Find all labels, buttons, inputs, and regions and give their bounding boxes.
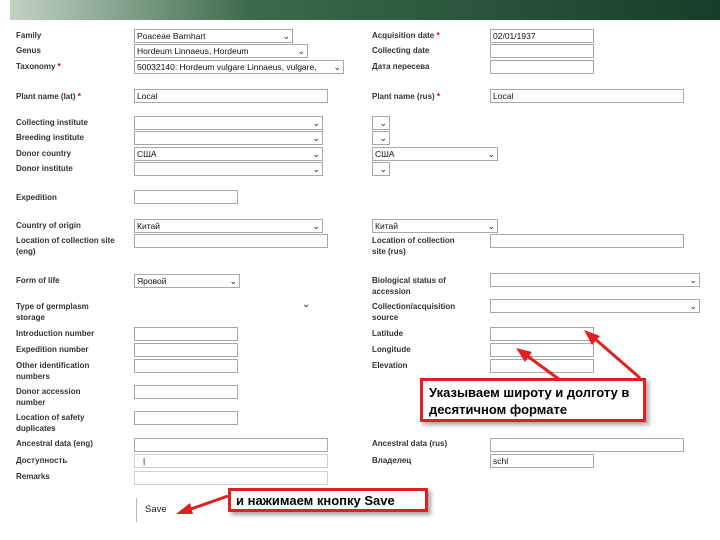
chevron-down-icon: ⌄ <box>379 133 387 143</box>
chevron-down-icon: ⌄ <box>487 149 495 159</box>
label-availability: Доступность <box>16 456 68 465</box>
reseed-date-input[interactable] <box>490 60 594 74</box>
breeding-institute-select[interactable] <box>134 131 323 145</box>
chevron-down-icon: ⌄ <box>689 275 697 285</box>
location-collection-rus-input[interactable] <box>490 234 684 248</box>
chevron-down-icon: ⌄ <box>689 301 697 311</box>
save-annotation-callout: и нажимаем кнопку Save <box>228 488 428 512</box>
label-collecting-date: Collecting date <box>372 46 430 55</box>
label-collection-source: Collection/acquisition source <box>372 302 456 322</box>
collection-source-select[interactable] <box>490 299 700 313</box>
label-latitude: Latitude <box>372 329 404 338</box>
collecting-date-input[interactable] <box>490 44 594 58</box>
chevron-down-icon: ⌄ <box>312 221 320 231</box>
elevation-input[interactable] <box>490 359 594 373</box>
country-of-origin-rus-select[interactable]: Китай ⌄ <box>372 219 498 233</box>
collecting-institute-rus-select[interactable] <box>372 116 390 130</box>
label-expedition: Expedition <box>16 193 57 202</box>
chevron-down-icon: ⌄ <box>229 276 237 286</box>
owner-input[interactable]: schl <box>490 454 594 468</box>
label-donor-institute: Donor institute <box>16 164 73 173</box>
donor-country-select[interactable]: США ⌄ <box>134 147 323 161</box>
location-collection-eng-input[interactable] <box>134 234 328 248</box>
donor-institute-rus-select[interactable] <box>372 162 390 176</box>
label-biological-status: Biological status of accession <box>372 276 446 296</box>
germplasm-storage-chevron-icon[interactable]: ⌄ <box>302 299 311 310</box>
breeding-institute-rus-select[interactable] <box>372 131 390 145</box>
plant-name-rus-input[interactable]: Local <box>490 89 684 103</box>
label-longitude: Longitude <box>372 345 411 354</box>
label-ancestral-data-rus: Ancestral data (rus) <box>372 439 448 448</box>
donor-institute-select[interactable] <box>134 162 323 176</box>
label-genus: Genus <box>16 46 41 55</box>
label-introduction-number: Introduction number <box>16 329 95 338</box>
chevron-down-icon: ⌄ <box>312 118 320 128</box>
label-owner: Владелец <box>372 456 412 465</box>
location-safety-duplicates-input[interactable] <box>134 411 238 425</box>
label-remarks: Remarks <box>16 472 50 481</box>
save-button[interactable]: Save <box>136 498 184 522</box>
chevron-down-icon: ⌄ <box>297 46 305 56</box>
chevron-down-icon: ⌄ <box>333 62 341 72</box>
label-family: Family <box>16 31 42 40</box>
label-ancestral-data-eng: Ancestral data (eng) <box>16 439 93 448</box>
plant-name-lat-input[interactable]: Local <box>134 89 328 103</box>
chevron-down-icon: ⌄ <box>487 221 495 231</box>
label-donor-country: Donor country <box>16 149 72 158</box>
availability-input[interactable]: | <box>134 454 328 468</box>
label-country-of-origin: Country of origin <box>16 221 81 230</box>
genus-select[interactable]: Hordeum Linnaeus, Hordeum ⌄ <box>134 44 308 58</box>
country-of-origin-select[interactable]: Китай ⌄ <box>134 219 323 233</box>
other-identification-numbers-input[interactable] <box>134 359 238 373</box>
donor-country-rus-select[interactable]: США ⌄ <box>372 147 498 161</box>
ancestral-data-eng-input[interactable] <box>134 438 328 452</box>
label-plant-name-rus: Plant name (rus) * <box>372 92 441 101</box>
chevron-down-icon: ⌄ <box>312 164 320 174</box>
remarks-input[interactable] <box>134 471 328 485</box>
latlon-annotation-callout: Указываем широту и долготу в десятичном формате <box>420 378 646 422</box>
introduction-number-input[interactable] <box>134 327 238 341</box>
header-left-gap <box>0 0 10 20</box>
label-collecting-institute: Collecting institute <box>16 118 88 127</box>
label-taxonomy: Taxonomy * <box>16 62 61 71</box>
collecting-institute-select[interactable] <box>134 116 323 130</box>
ancestral-data-rus-input[interactable] <box>490 438 684 452</box>
taxonomy-select[interactable]: 50032140: Hordeum vulgare Linnaeus, vulgare, ⌄ <box>134 60 344 74</box>
label-other-identification-numbers: Other identification numbers <box>16 361 90 381</box>
header-band <box>0 0 720 20</box>
label-location-safety-duplicates: Location of safety duplicates <box>16 413 85 433</box>
label-donor-accession-number: Donor accession number <box>16 387 81 407</box>
chevron-down-icon: ⌄ <box>379 118 387 128</box>
label-location-collection-eng: Location of collection site (eng) <box>16 236 115 256</box>
label-acquisition-date: Acquisition date * <box>372 31 440 40</box>
form-of-life-select[interactable]: Яровой ⌄ <box>134 274 240 288</box>
family-select[interactable]: Poaceae Barnhart ⌄ <box>134 29 293 43</box>
expedition-input[interactable] <box>134 190 238 204</box>
acquisition-date-input[interactable]: 02/01/1937 <box>490 29 594 43</box>
chevron-down-icon: ⌄ <box>312 133 320 143</box>
label-type-of-germplasm-storage: Type of germplasm storage <box>16 302 89 322</box>
latitude-input[interactable] <box>490 327 594 341</box>
chevron-down-icon: ⌄ <box>282 31 290 41</box>
label-breeding-institute: Breeding institute <box>16 133 85 142</box>
biological-status-select[interactable] <box>490 273 700 287</box>
label-form-of-life: Form of life <box>16 276 60 285</box>
label-location-collection-rus: Location of collection site (rus) <box>372 236 455 256</box>
chevron-down-icon: ⌄ <box>312 149 320 159</box>
label-reseed-date: Дата пересева <box>372 62 430 71</box>
donor-accession-number-input[interactable] <box>134 385 238 399</box>
expedition-number-input[interactable] <box>134 343 238 357</box>
chevron-down-icon: ⌄ <box>379 164 387 174</box>
label-elevation: Elevation <box>372 361 408 370</box>
label-expedition-number: Expedition number <box>16 345 89 354</box>
label-plant-name-lat: Plant name (lat) * <box>16 92 81 101</box>
longitude-input[interactable] <box>490 343 594 357</box>
